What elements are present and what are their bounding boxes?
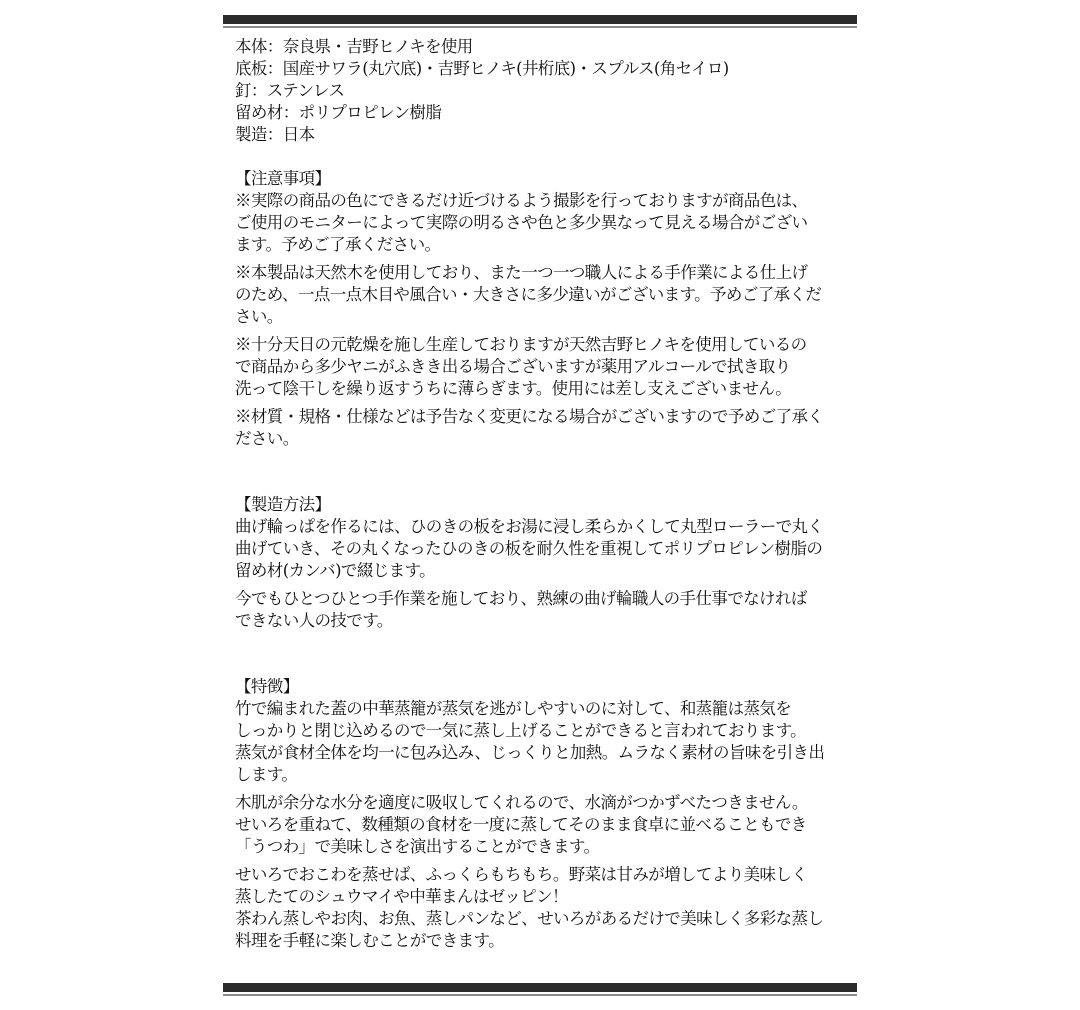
note-line: ※実際の商品の色にできるだけ近づけるよう撮影を行っておりますが商品色は、 [235, 191, 808, 210]
note-line: 洗って陰干しを繰り返すうちに薄らぎます。使用には差し支えございません。 [235, 379, 792, 398]
notes-section [235, 168, 851, 450]
method-section [235, 494, 851, 632]
note-line: さい。 [235, 307, 283, 326]
features-heading: 【特徴】 [235, 677, 299, 696]
note-line: ご使用のモニターによって実際の明るさや色と多少異なって見える場合がござい [235, 213, 808, 232]
spec-fastener: 留め材：ポリプロピレン樹脂 [235, 103, 442, 122]
note-item [235, 406, 851, 450]
note-line: で商品から多少ヤニがふきき出る場合ございますが薬用アルコールで拭き取り [235, 357, 791, 376]
features-line: 竹で編まれた蓋の中華蒸籠が蒸気を逃がしやすいのに対して、和蒸籠は蒸気を [235, 699, 792, 718]
features-line: 料理を手軽に楽しむことができます。 [235, 931, 504, 950]
bottom-divider-bar [223, 983, 857, 992]
method-paragraph [235, 516, 851, 582]
method-line: 曲げていき、その丸くなったひのきの板を耐久性を重視してポリプロピレン樹脂の [235, 539, 823, 558]
features-paragraph [235, 698, 851, 786]
note-line: ださい。 [235, 429, 299, 448]
note-item [235, 334, 851, 400]
method-line: できない人の技です。 [235, 611, 393, 630]
note-line: ※本製品は天然木を使用しており、また一つ一つ職人による手作業による仕上げ [235, 263, 808, 282]
note-line: のため、一点一点木目や風合い・大きさに多少違いがございます。予めご了承くだ [235, 285, 822, 304]
method-paragraph [235, 588, 851, 632]
features-line: 「うつわ」で美味しさを演出することができます。 [235, 837, 600, 856]
features-line: します。 [235, 765, 298, 784]
method-line: 今でもひとつひとつ手作業を施しており、熟練の曲げ輪職人の手仕事でなければ [235, 589, 807, 608]
features-line: 蒸したてのシュウマイや中華まんはゼッピン！ [235, 887, 568, 906]
features-line: せいろを重ねて、数種類の食材を一度に蒸してそのまま食卓に並べることもでき [235, 815, 807, 834]
features-line: 蒸気が食材全体を均一に包み込み、じっくりと加熱。ムラなく素材の旨味を引き出 [235, 743, 825, 762]
features-paragraph [235, 792, 851, 858]
notes-heading: 【注意事項】 [235, 169, 331, 188]
method-heading: 【製造方法】 [235, 495, 331, 514]
note-line: ※十分天日の元乾燥を施し生産しておりますが天然吉野ヒノキを使用しているの [235, 335, 807, 354]
features-section [235, 676, 851, 952]
features-line: せいろでおこわを蒸せば、ふっくらもちもち。野菜は甘みが増してより美味しく [235, 865, 808, 884]
top-divider-bar [223, 15, 857, 24]
spec-nails: 釘：ステンレス [235, 81, 345, 100]
features-line: 木肌が余分な水分を適度に吸収してくれるので、水滴がつかずべたつきません。 [235, 793, 808, 812]
product-info-panel [223, 0, 857, 1010]
note-line: ます。予めご了承ください。 [235, 235, 441, 254]
spec-list [235, 36, 851, 146]
features-line: しっかりと閉じ込めるので一気に蒸し上げることができると言われております。 [235, 721, 807, 740]
spec-bottom-board: 底板：国産サワラ(丸穴底)・吉野ヒノキ(井桁底)・スプルス(角セイロ) [235, 59, 729, 78]
method-line: 曲げ輪っぱを作るには、ひのきの板をお湯に浸し柔らかくして丸型ローラーで丸く [235, 517, 824, 536]
method-line: 留め材(カンバ)で綴じます。 [235, 561, 435, 580]
features-paragraph [235, 864, 851, 952]
features-line: 茶わん蒸しやお肉、お魚、蒸しパンなど、せいろがあるだけで美味しく多彩な蒸し [235, 909, 824, 928]
note-line: ※材質・規格・仕様などは予告なく変更になる場合がございますので予めご了承く [235, 407, 824, 426]
spec-body: 本体：奈良県・吉野ヒノキを使用 [235, 37, 473, 56]
spec-origin: 製造：日本 [235, 125, 315, 144]
note-item [235, 262, 851, 328]
note-item [235, 190, 851, 256]
product-description [235, 36, 851, 952]
